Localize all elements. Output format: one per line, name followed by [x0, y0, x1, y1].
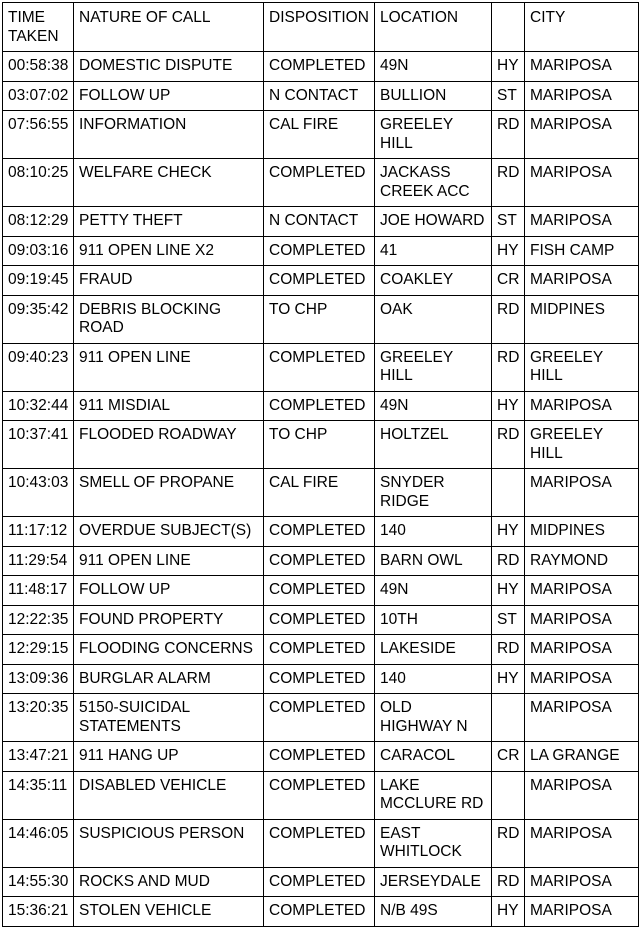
cell-nature-of-call: 911 OPEN LINE X2	[74, 236, 264, 266]
cell-street-suffix: RD	[492, 295, 525, 343]
cell-city: GREELEY HILL	[525, 343, 639, 391]
cell-street-suffix: HY	[492, 52, 525, 82]
cell-nature-of-call: DEBRIS BLOCKING ROAD	[74, 295, 264, 343]
cell-time-taken: 10:32:44	[3, 391, 74, 421]
cell-time-taken: 09:35:42	[3, 295, 74, 343]
table-row	[3, 52, 639, 82]
cell-city: MARIPOSA	[525, 266, 639, 296]
call-log-table	[2, 2, 639, 927]
cell-street-suffix: ST	[492, 81, 525, 111]
cell-disposition: COMPLETED	[264, 576, 375, 606]
cell-street-suffix: RD	[492, 819, 525, 867]
cell-city: MIDPINES	[525, 517, 639, 547]
header-disposition: DISPOSITION	[264, 3, 375, 52]
cell-disposition: COMPLETED	[264, 635, 375, 665]
cell-nature-of-call: PETTY THEFT	[74, 207, 264, 237]
cell-time-taken: 10:43:03	[3, 469, 74, 517]
table-row	[3, 517, 639, 547]
call-log-body	[3, 52, 639, 927]
table-row	[3, 635, 639, 665]
cell-location: LAKESIDE	[375, 635, 492, 665]
cell-disposition: COMPLETED	[264, 546, 375, 576]
cell-location: GREELEY HILL	[375, 111, 492, 159]
cell-street-suffix: RD	[492, 546, 525, 576]
cell-disposition: COMPLETED	[264, 897, 375, 927]
cell-time-taken: 12:22:35	[3, 605, 74, 635]
table-row	[3, 111, 639, 159]
cell-disposition: COMPLETED	[264, 664, 375, 694]
cell-disposition: COMPLETED	[264, 694, 375, 742]
table-row	[3, 295, 639, 343]
cell-location: BULLION	[375, 81, 492, 111]
cell-nature-of-call: FOLLOW UP	[74, 576, 264, 606]
cell-time-taken: 08:12:29	[3, 207, 74, 237]
cell-street-suffix: HY	[492, 391, 525, 421]
cell-disposition: COMPLETED	[264, 517, 375, 547]
cell-time-taken: 14:35:11	[3, 771, 74, 819]
cell-location: OLD HIGHWAY N	[375, 694, 492, 742]
table-row	[3, 819, 639, 867]
cell-street-suffix: HY	[492, 664, 525, 694]
cell-location: JOE HOWARD	[375, 207, 492, 237]
cell-nature-of-call: FRAUD	[74, 266, 264, 296]
cell-nature-of-call: SMELL OF PROPANE	[74, 469, 264, 517]
cell-time-taken: 10:37:41	[3, 421, 74, 469]
cell-disposition: COMPLETED	[264, 771, 375, 819]
cell-location: 140	[375, 664, 492, 694]
cell-disposition: CAL FIRE	[264, 469, 375, 517]
cell-time-taken: 07:56:55	[3, 111, 74, 159]
cell-street-suffix: RD	[492, 421, 525, 469]
cell-location: N/B 49S	[375, 897, 492, 927]
table-row	[3, 343, 639, 391]
cell-city: MARIPOSA	[525, 605, 639, 635]
cell-time-taken: 14:46:05	[3, 819, 74, 867]
cell-location: 41	[375, 236, 492, 266]
cell-disposition: TO CHP	[264, 295, 375, 343]
cell-city: MARIPOSA	[525, 867, 639, 897]
table-row	[3, 771, 639, 819]
cell-city: MARIPOSA	[525, 635, 639, 665]
cell-time-taken: 11:29:54	[3, 546, 74, 576]
table-row	[3, 694, 639, 742]
cell-location: EAST WHITLOCK	[375, 819, 492, 867]
table-row	[3, 469, 639, 517]
cell-location: 49N	[375, 576, 492, 606]
cell-time-taken: 11:48:17	[3, 576, 74, 606]
table-row	[3, 266, 639, 296]
cell-disposition: COMPLETED	[264, 159, 375, 207]
cell-street-suffix	[492, 694, 525, 742]
cell-nature-of-call: BURGLAR ALARM	[74, 664, 264, 694]
header-location: LOCATION	[375, 3, 492, 52]
cell-nature-of-call: 911 OPEN LINE	[74, 546, 264, 576]
table-row	[3, 391, 639, 421]
cell-street-suffix: RD	[492, 867, 525, 897]
cell-nature-of-call: ROCKS AND MUD	[74, 867, 264, 897]
cell-city: MARIPOSA	[525, 897, 639, 927]
cell-nature-of-call: 5150-SUICIDAL STATEMENTS	[74, 694, 264, 742]
cell-city: MARIPOSA	[525, 159, 639, 207]
cell-nature-of-call: DOMESTIC DISPUTE	[74, 52, 264, 82]
table-row	[3, 664, 639, 694]
cell-disposition: COMPLETED	[264, 819, 375, 867]
cell-location: SNYDER RIDGE	[375, 469, 492, 517]
table-row	[3, 576, 639, 606]
cell-city: GREELEY HILL	[525, 421, 639, 469]
cell-street-suffix: HY	[492, 517, 525, 547]
cell-disposition: CAL FIRE	[264, 111, 375, 159]
cell-disposition: TO CHP	[264, 421, 375, 469]
cell-nature-of-call: INFORMATION	[74, 111, 264, 159]
cell-city: MARIPOSA	[525, 391, 639, 421]
cell-nature-of-call: FLOODING CONCERNS	[74, 635, 264, 665]
cell-location: HOLTZEL	[375, 421, 492, 469]
cell-street-suffix: ST	[492, 207, 525, 237]
cell-location: OAK	[375, 295, 492, 343]
cell-nature-of-call: STOLEN VEHICLE	[74, 897, 264, 927]
cell-street-suffix: RD	[492, 343, 525, 391]
header-time-taken: TIME TAKEN	[3, 3, 74, 52]
cell-nature-of-call: WELFARE CHECK	[74, 159, 264, 207]
cell-disposition: COMPLETED	[264, 867, 375, 897]
table-row	[3, 605, 639, 635]
cell-city: MARIPOSA	[525, 664, 639, 694]
cell-location: CARACOL	[375, 742, 492, 772]
cell-disposition: COMPLETED	[264, 742, 375, 772]
cell-city: MIDPINES	[525, 295, 639, 343]
cell-time-taken: 13:20:35	[3, 694, 74, 742]
cell-disposition: COMPLETED	[264, 605, 375, 635]
cell-location: LAKE MCCLURE RD	[375, 771, 492, 819]
cell-nature-of-call: 911 OPEN LINE	[74, 343, 264, 391]
cell-time-taken: 11:17:12	[3, 517, 74, 547]
cell-time-taken: 14:55:30	[3, 867, 74, 897]
table-row	[3, 81, 639, 111]
cell-nature-of-call: DISABLED VEHICLE	[74, 771, 264, 819]
cell-nature-of-call: 911 MISDIAL	[74, 391, 264, 421]
header-nature-of-call: NATURE OF CALL	[74, 3, 264, 52]
cell-city: MARIPOSA	[525, 81, 639, 111]
table-row	[3, 159, 639, 207]
cell-city: MARIPOSA	[525, 694, 639, 742]
cell-street-suffix: HY	[492, 236, 525, 266]
cell-location: 10TH	[375, 605, 492, 635]
cell-location: GREELEY HILL	[375, 343, 492, 391]
cell-time-taken: 08:10:25	[3, 159, 74, 207]
cell-city: MARIPOSA	[525, 111, 639, 159]
cell-nature-of-call: OVERDUE SUBJECT(S)	[74, 517, 264, 547]
cell-time-taken: 15:36:21	[3, 897, 74, 927]
cell-location: 140	[375, 517, 492, 547]
cell-street-suffix	[492, 469, 525, 517]
table-row	[3, 421, 639, 469]
cell-disposition: COMPLETED	[264, 266, 375, 296]
cell-city: MARIPOSA	[525, 469, 639, 517]
header-city: CITY	[525, 3, 639, 52]
cell-street-suffix: ST	[492, 605, 525, 635]
cell-street-suffix: RD	[492, 159, 525, 207]
table-row	[3, 207, 639, 237]
cell-time-taken: 13:09:36	[3, 664, 74, 694]
header-row	[3, 3, 639, 52]
cell-time-taken: 00:58:38	[3, 52, 74, 82]
cell-nature-of-call: SUSPICIOUS PERSON	[74, 819, 264, 867]
cell-city: MARIPOSA	[525, 52, 639, 82]
cell-time-taken: 13:47:21	[3, 742, 74, 772]
cell-disposition: N CONTACT	[264, 207, 375, 237]
cell-nature-of-call: 911 HANG UP	[74, 742, 264, 772]
cell-disposition: N CONTACT	[264, 81, 375, 111]
table-row	[3, 236, 639, 266]
cell-location: COAKLEY	[375, 266, 492, 296]
cell-time-taken: 09:03:16	[3, 236, 74, 266]
cell-nature-of-call: FOUND PROPERTY	[74, 605, 264, 635]
cell-location: JACKASS CREEK ACC	[375, 159, 492, 207]
cell-street-suffix: RD	[492, 111, 525, 159]
cell-city: MARIPOSA	[525, 771, 639, 819]
cell-location: 49N	[375, 52, 492, 82]
cell-nature-of-call: FOLLOW UP	[74, 81, 264, 111]
cell-time-taken: 03:07:02	[3, 81, 74, 111]
cell-street-suffix: HY	[492, 576, 525, 606]
cell-city: RAYMOND	[525, 546, 639, 576]
cell-location: JERSEYDALE	[375, 867, 492, 897]
cell-city: LA GRANGE	[525, 742, 639, 772]
cell-disposition: COMPLETED	[264, 52, 375, 82]
table-row	[3, 546, 639, 576]
cell-nature-of-call: FLOODED ROADWAY	[74, 421, 264, 469]
cell-time-taken: 09:19:45	[3, 266, 74, 296]
cell-street-suffix: RD	[492, 635, 525, 665]
cell-city: MARIPOSA	[525, 819, 639, 867]
cell-city: MARIPOSA	[525, 576, 639, 606]
cell-time-taken: 12:29:15	[3, 635, 74, 665]
cell-street-suffix	[492, 771, 525, 819]
cell-city: MARIPOSA	[525, 207, 639, 237]
table-row	[3, 897, 639, 927]
cell-disposition: COMPLETED	[264, 391, 375, 421]
table-row	[3, 867, 639, 897]
cell-disposition: COMPLETED	[264, 236, 375, 266]
cell-city: FISH CAMP	[525, 236, 639, 266]
cell-time-taken: 09:40:23	[3, 343, 74, 391]
cell-street-suffix: HY	[492, 897, 525, 927]
cell-location: BARN OWL	[375, 546, 492, 576]
table-row	[3, 742, 639, 772]
header-street-suffix	[492, 3, 525, 52]
cell-street-suffix: CR	[492, 742, 525, 772]
cell-disposition: COMPLETED	[264, 343, 375, 391]
cell-street-suffix: CR	[492, 266, 525, 296]
cell-location: 49N	[375, 391, 492, 421]
